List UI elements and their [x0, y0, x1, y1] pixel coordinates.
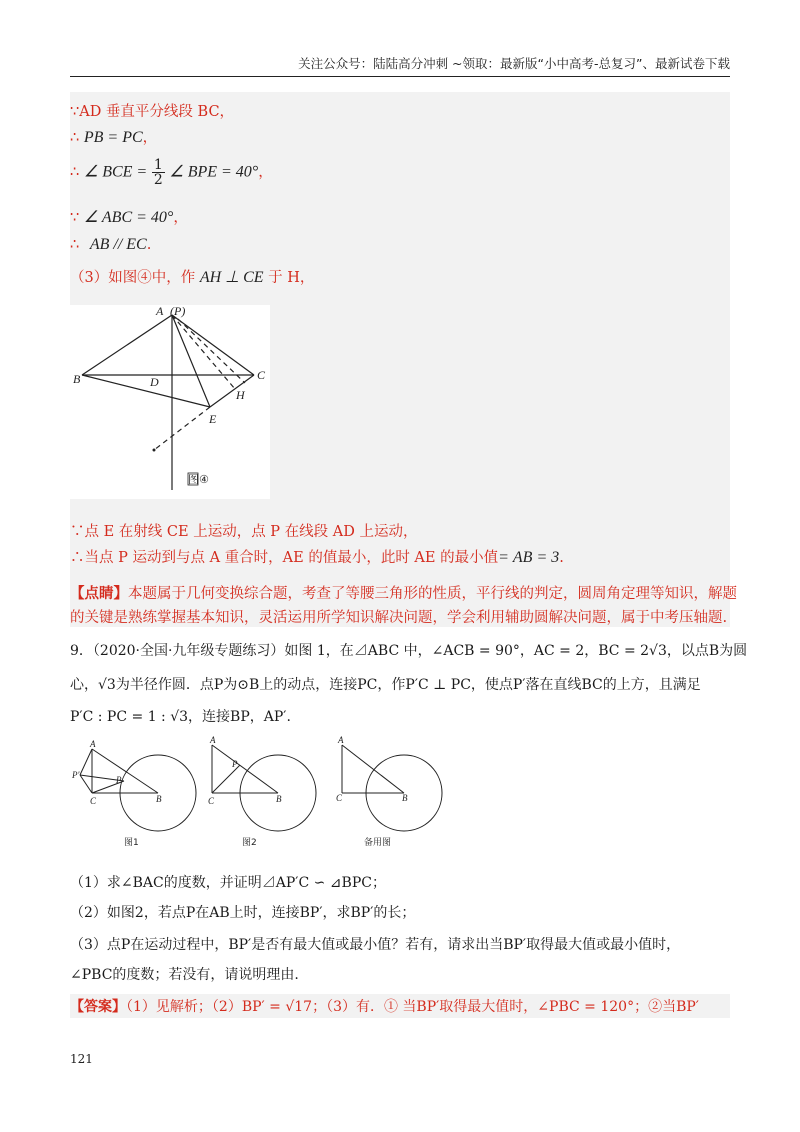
page-number: 121	[70, 1052, 93, 1066]
tip-line-1: 【点睛】本题属于几何变换综合题，考查了等腰三角形的性质，平行线的判定，圆周角定理等知识，解题	[70, 585, 737, 602]
figure-4	[70, 305, 270, 499]
fig3-caption: 备用图	[364, 838, 392, 848]
fig1-label-A: A	[90, 739, 96, 749]
label-D: D	[150, 375, 159, 389]
because-symbol: ∵	[70, 210, 80, 226]
figure-4-caption: 图④	[188, 473, 209, 486]
figures-1-2-3	[70, 735, 450, 855]
equation: PB = PC	[83, 129, 143, 146]
subquestion-3-cont: ∠PBC的度数；若没有，请说明理由.	[70, 967, 299, 983]
subquestion-3: （3）点P在运动过程中，BP′是否有最大值或最小值？若有，请求出当BP′取得最大值或最小值时，	[70, 937, 681, 953]
fig3-label-C: C	[336, 793, 343, 803]
therefore-symbol: ∴	[70, 130, 80, 146]
label-A: A	[156, 305, 164, 318]
fig2-label-B: B	[276, 794, 282, 804]
answer-summary: 【答案】（1）见解析；（2）BP′ = √17；（3）有．① 当BP′取得最大值时，∠PBC = 120°；②当BP′	[70, 994, 730, 1018]
tip-line-2: 的关键是熟练掌握基本知识，灵活运用所学知识解决问题，学会利用辅助圆解决问题，属于中考压轴题.	[70, 610, 728, 626]
answer-line-8: ∴当点 P 运动到与点 A 重合时，AE 的值最小，此时 AE 的最小值= AB = 3.	[70, 549, 564, 566]
tip-label: 【点睛】	[70, 585, 128, 602]
fig2-label-A: A	[210, 735, 216, 745]
answer-label: 【答案】	[70, 999, 126, 1015]
fraction: $\frac{1}{2}$	[153, 157, 163, 188]
fig3-label-A: A	[338, 735, 344, 745]
question-line-1: 9．（2020·全国·九年级专题练习）如图 1，在⊿ABC 中，∠ACB = 90°，AC = 2，BC = 2√3，以点B为圆	[70, 643, 748, 659]
label-H: H	[236, 388, 245, 402]
answer-line-7: ∵点 E 在射线 CE 上运动，点 P 在线段 AD 上运动，	[70, 524, 418, 540]
subquestion-2: （2）如图2，若点P在AB上时，连接BP′，求BP′的长；	[70, 905, 416, 921]
label-E: E	[209, 412, 217, 426]
therefore-symbol: ∴	[70, 237, 80, 253]
figure-4-diagram	[70, 305, 270, 499]
label-P: (P)	[170, 305, 186, 318]
answer-line-4: ∵ ∠ ABC = 40°，	[70, 209, 188, 226]
answer-line-5: ∴ AB // EC.	[70, 236, 152, 253]
subquestion-1: （1）求∠BAC的度数，并证明⊿AP′C ∽ ⊿BPC；	[70, 875, 386, 891]
fig2-caption: 图2	[242, 838, 257, 848]
fig1-label-P: P	[116, 775, 122, 785]
answer-line-3: ∴ ∠ BCE = $\frac{1}{2}$ ∠ BPE = 40°，	[70, 157, 273, 188]
fig2-label-C: C	[208, 796, 215, 806]
fig1-label-C: C	[90, 796, 97, 806]
answer-line-6: （3）如图④中，作 AH ⊥ CE 于 H，	[70, 269, 315, 286]
fig3-label-B: B	[402, 793, 408, 803]
answer-line-1: ∵AD 垂直平分线段 BC，	[70, 104, 235, 120]
question-figures	[70, 735, 450, 855]
page-header: 关注公众号：陆陆高分冲刺 ~领取：最新版“小中高考-总复习”、最新试卷下载	[70, 54, 730, 77]
fig1-label-P1: P′	[72, 770, 80, 780]
label-C: C	[257, 368, 266, 382]
label-B: B	[73, 372, 81, 386]
fig2-label-P: P	[232, 759, 238, 769]
answer-line-2: ∴ PB = PC，	[70, 129, 158, 146]
question-line-3: P′C : PC = 1 : √3，连接BP，AP′.	[70, 709, 291, 725]
fig1-caption: 图1	[124, 838, 139, 848]
question-line-2: 心，√3为半径作圆．点P为⊙B上的动点，连接PC，作P′C ⊥ PC，使点P′落在直线BC的上方，且满足	[70, 677, 701, 693]
fig1-label-B: B	[156, 794, 162, 804]
therefore-symbol: ∴	[70, 164, 80, 181]
